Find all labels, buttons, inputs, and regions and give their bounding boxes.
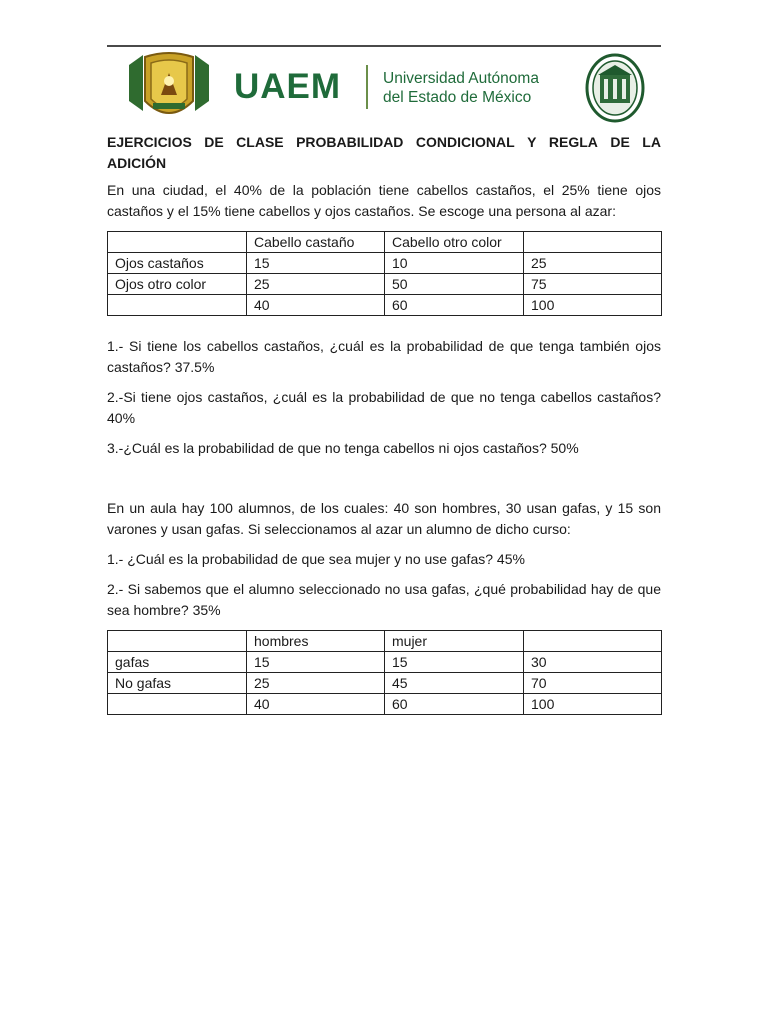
top-rule xyxy=(107,45,661,47)
table-row xyxy=(108,694,662,715)
table-cell: Cabello castaño xyxy=(247,232,385,253)
table-row xyxy=(108,673,662,694)
question: 1.- Si tiene los cabellos castaños, ¿cuál es la probabilidad de que tenga también ojos castaños? 37.5% xyxy=(107,338,661,375)
exercise1-questions xyxy=(107,336,661,459)
table-header-row xyxy=(108,232,662,253)
table-cell: 30 xyxy=(524,652,662,673)
table-cell: 100 xyxy=(524,694,662,715)
title-word: CLASE xyxy=(236,134,284,150)
table-cell: 25 xyxy=(247,673,385,694)
table-cell: 40 xyxy=(247,295,385,316)
table-cell: 50 xyxy=(385,274,524,295)
table-cell: 60 xyxy=(385,694,524,715)
title-word: REGLA xyxy=(548,134,598,150)
table-cell: 15 xyxy=(247,652,385,673)
table-cell: No gafas xyxy=(108,673,247,694)
letterhead xyxy=(107,49,661,129)
table-cell: mujer xyxy=(385,631,524,652)
title-line-2: ADICIÓN xyxy=(107,155,167,171)
uaem-crest-icon xyxy=(123,51,215,123)
table-cell: 75 xyxy=(524,274,662,295)
title-word: Y xyxy=(527,134,537,150)
exercise1-statement: En una ciudad, el 40% de la población tiene cabellos castaños, el 25% tiene ojos castaños y el 15% tiene cabellos y ojos castaños. Se escoge una persona al azar: xyxy=(107,182,661,219)
table-row xyxy=(108,253,662,274)
title-word: EJERCICIOS xyxy=(107,134,192,150)
building-seal-icon xyxy=(585,53,645,123)
table-cell: Ojos castaños xyxy=(108,253,247,274)
university-name-line2: del Estado de México xyxy=(383,89,532,106)
table-row xyxy=(108,295,662,316)
table-cell: Cabello otro color xyxy=(385,232,524,253)
table-cell: 70 xyxy=(524,673,662,694)
table-cell: 25 xyxy=(247,274,385,295)
table-cell xyxy=(108,295,247,316)
table-cell: 15 xyxy=(385,652,524,673)
table-header-row xyxy=(108,631,662,652)
spacer xyxy=(107,316,661,336)
exercise2-questions xyxy=(107,549,661,621)
brand-divider xyxy=(366,65,368,109)
title-word: DE xyxy=(204,134,224,150)
table-row xyxy=(108,652,662,673)
title-word: PROBABILIDAD xyxy=(296,134,404,150)
table-cell: 25 xyxy=(524,253,662,274)
exercise2-statement: En un aula hay 100 alumnos, de los cuales: 40 son hombres, 30 usan gafas, y 15 son varones y usan gafas. Si seleccionamos al azar un alumno de dicho curso: xyxy=(107,500,661,537)
document-title xyxy=(107,132,661,174)
table-cell: 45 xyxy=(385,673,524,694)
title-word: DE xyxy=(610,134,630,150)
title-word: CONDICIONAL xyxy=(415,134,515,150)
title-word: LA xyxy=(642,134,661,150)
document-body xyxy=(107,132,661,715)
table-cell: Ojos otro color xyxy=(108,274,247,295)
university-name-line1: Universidad Autónoma xyxy=(383,70,539,87)
table-cell xyxy=(524,232,662,253)
table-row xyxy=(108,274,662,295)
table-cell: 15 xyxy=(247,253,385,274)
table-cell: gafas xyxy=(108,652,247,673)
question: 1.- ¿Cuál es la probabilidad de que sea mujer y no use gafas? 45% xyxy=(107,551,525,567)
question: 3.-¿Cuál es la probabilidad de que no tenga cabellos ni ojos castaños? 50% xyxy=(107,440,579,456)
table-cell: 100 xyxy=(524,295,662,316)
table-cell: 40 xyxy=(247,694,385,715)
brand-wordmark: UAEM xyxy=(234,67,342,106)
table-cell xyxy=(108,631,247,652)
exercise1-table xyxy=(107,231,662,316)
university-name xyxy=(383,69,539,107)
table-cell: hombres xyxy=(247,631,385,652)
spacer xyxy=(107,468,661,498)
table-cell xyxy=(108,232,247,253)
table-cell: 10 xyxy=(385,253,524,274)
table-cell xyxy=(108,694,247,715)
table-cell xyxy=(524,631,662,652)
question: 2.- Si sabemos que el alumno seleccionado no usa gafas, ¿qué probabilidad hay de que sea hombre? 35% xyxy=(107,581,661,618)
question: 2.-Si tiene ojos castaños, ¿cuál es la probabilidad de que no tenga cabellos castaños? 40% xyxy=(107,389,661,426)
table-cell: 60 xyxy=(385,295,524,316)
title-line-1 xyxy=(107,132,661,153)
exercise2-table xyxy=(107,630,662,715)
